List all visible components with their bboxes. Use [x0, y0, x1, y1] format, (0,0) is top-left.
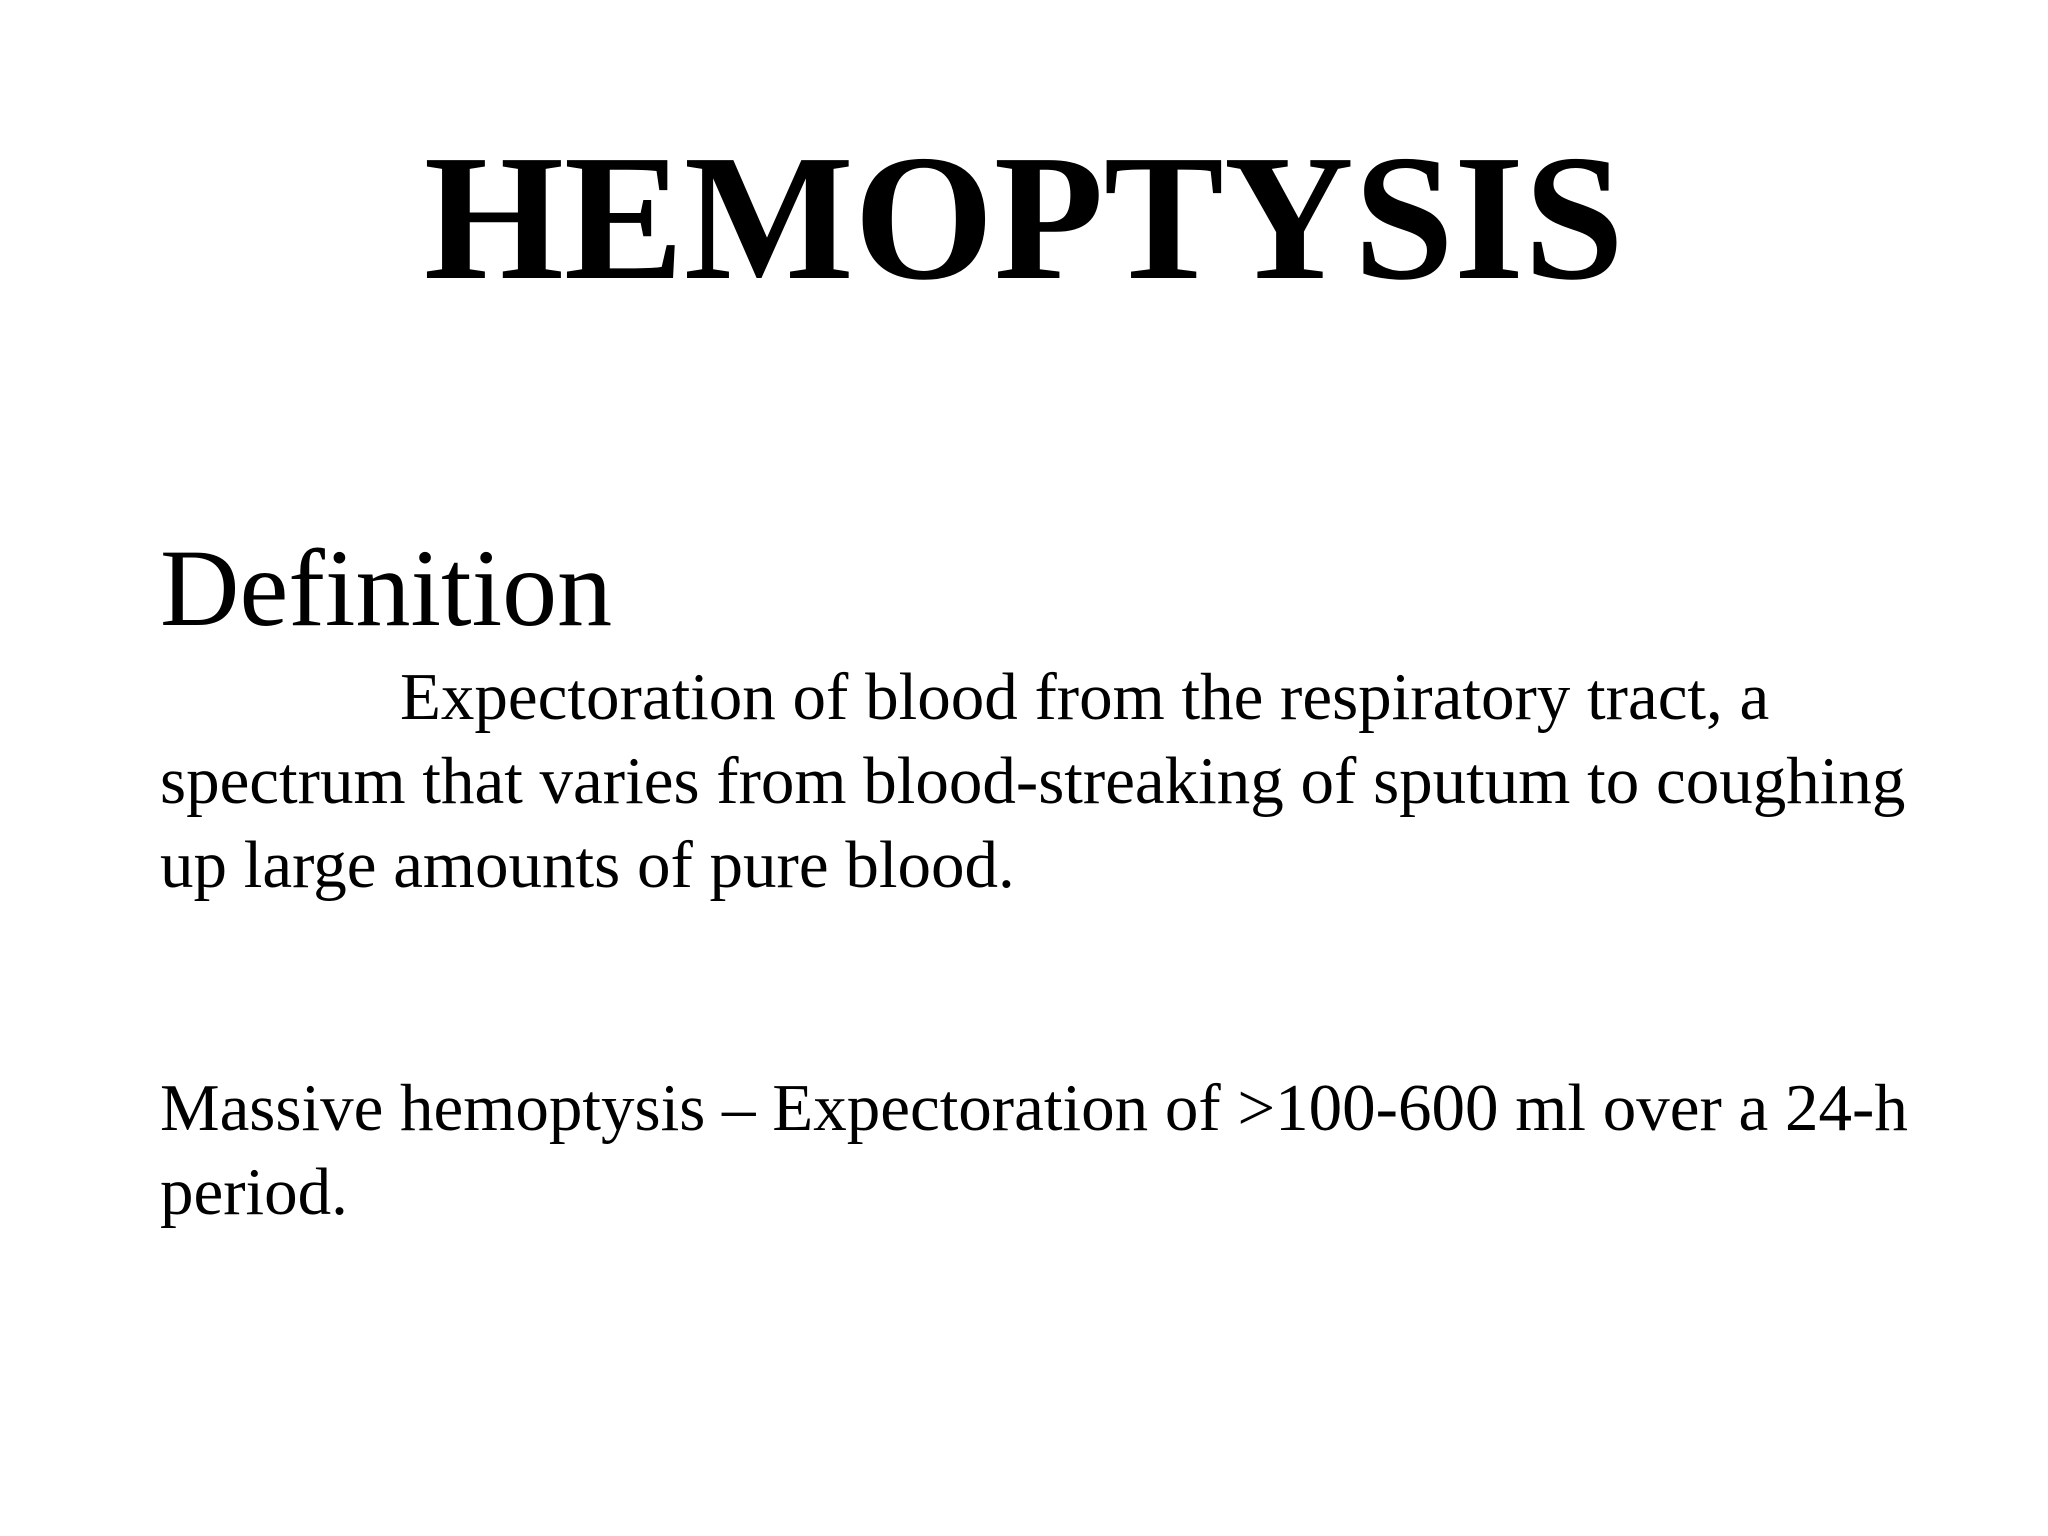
- definition-heading: Definition: [160, 527, 613, 649]
- massive-hemoptysis-text: Massive hemoptysis – Expectoration of >100-600 ml over a 24-h period.: [160, 1071, 1908, 1229]
- definition-text: Expectoration of blood from the respiratory tract, a spectrum that varies from blood-streaking of sputum to coughing up large amounts of pure blood.: [160, 660, 1906, 902]
- slide-title: HEMOPTYSIS: [423, 118, 1625, 317]
